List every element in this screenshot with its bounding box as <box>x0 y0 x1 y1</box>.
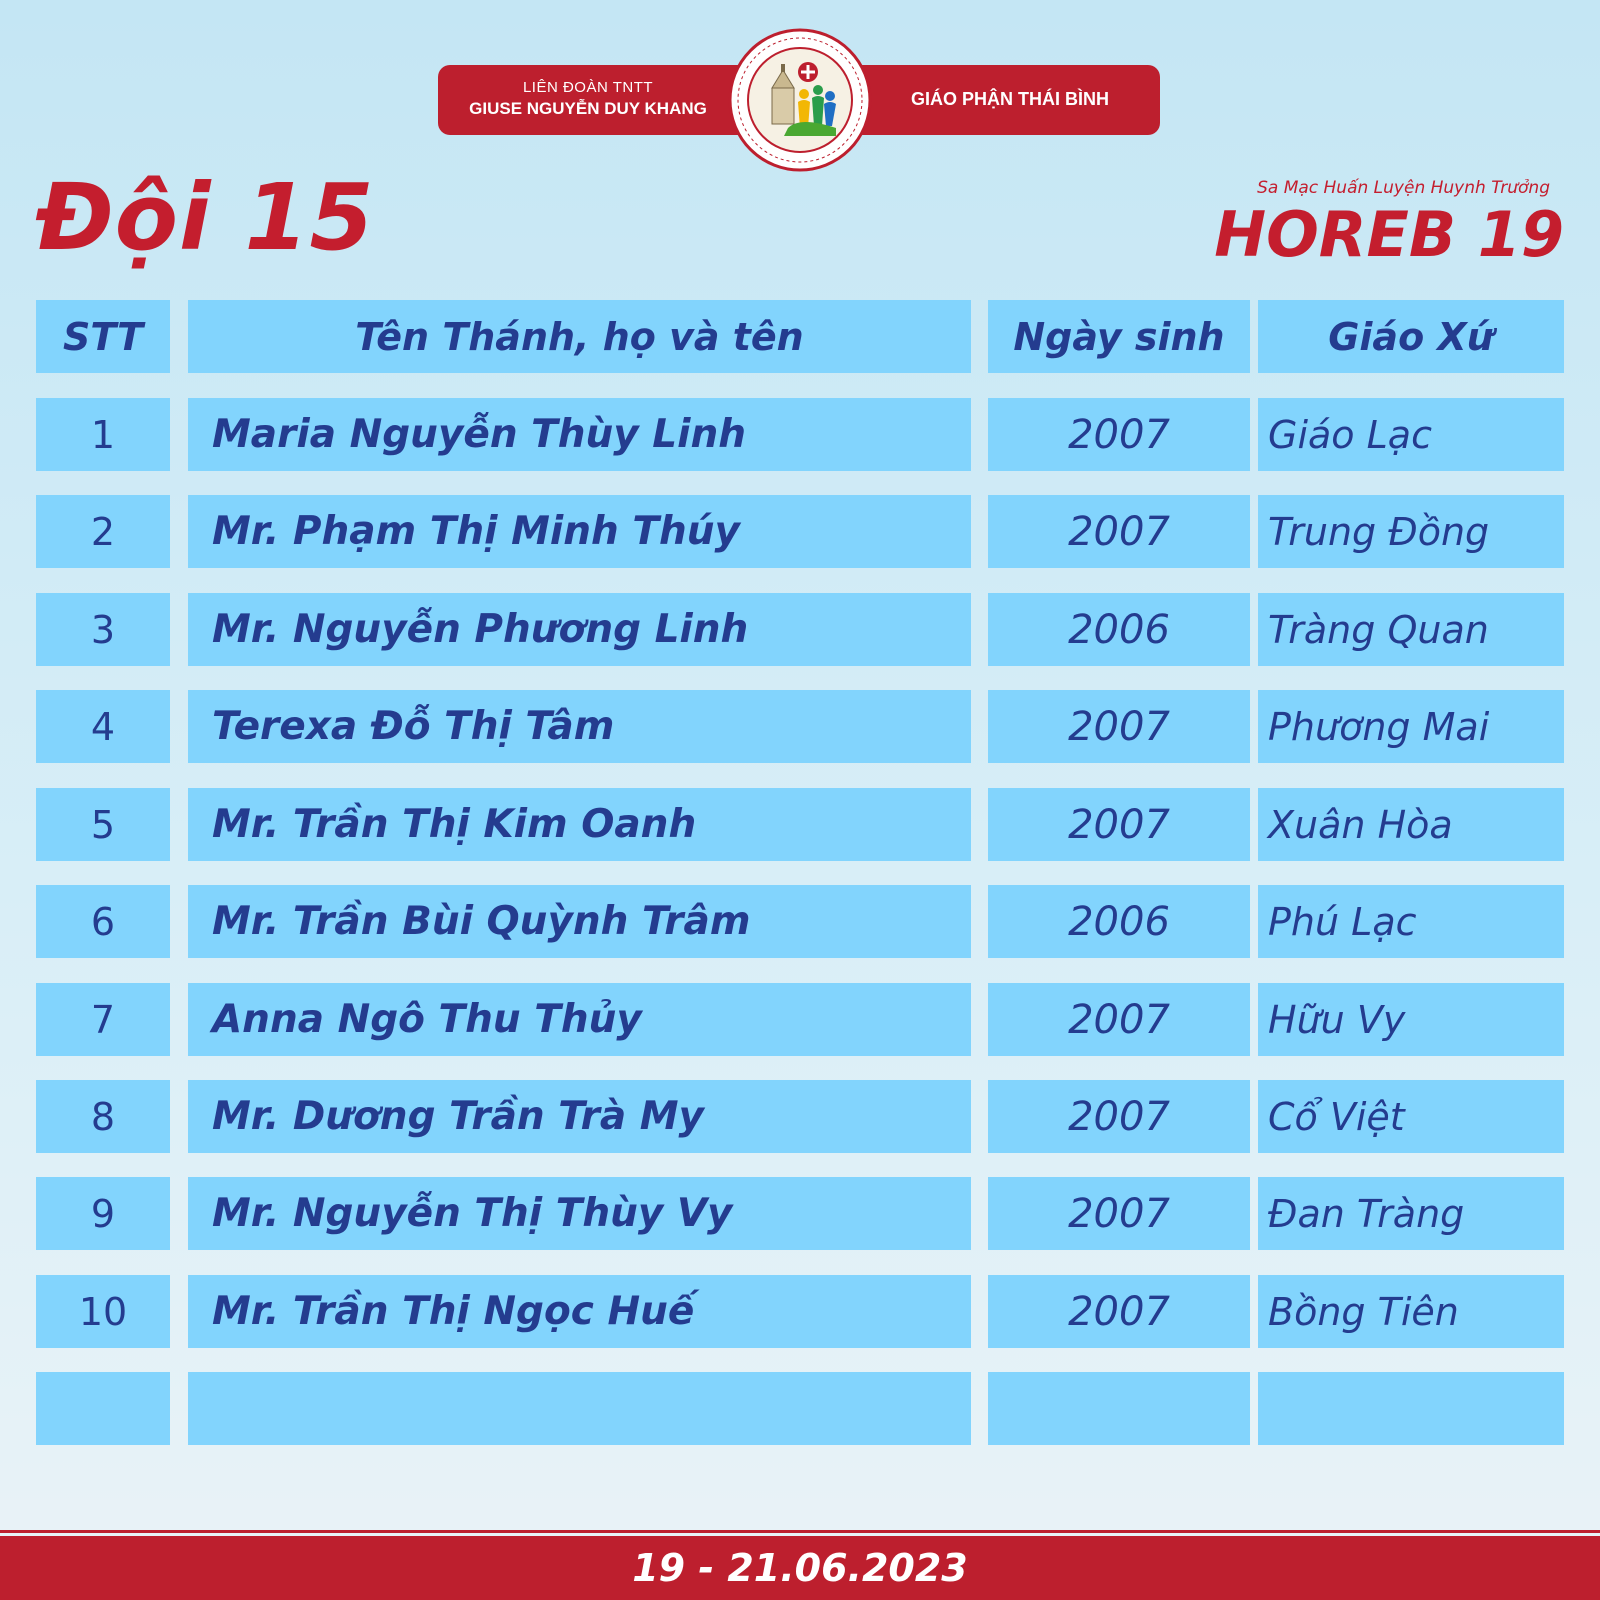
cell-birth-year: 2007 <box>988 983 1250 1056</box>
cell-parish: Cổ Việt <box>1258 1080 1564 1153</box>
cell-stt: 2 <box>36 495 170 568</box>
cell-name: Mr. Nguyễn Phương Linh <box>188 593 971 666</box>
camp-title: HOREB 19 <box>1214 198 1564 271</box>
team-title: Đội 15 <box>36 164 375 271</box>
cell-name: Terexa Đỗ Thị Tâm <box>188 690 971 763</box>
cell-parish: Xuân Hòa <box>1258 788 1564 861</box>
cell-parish: Đan Tràng <box>1258 1177 1564 1250</box>
diocese-name: GIÁO PHẬN THÁI BÌNH <box>911 89 1109 109</box>
cell-stt: 1 <box>36 398 170 471</box>
cell-parish <box>1258 1372 1564 1445</box>
cell-parish: Trung Đồng <box>1258 495 1564 568</box>
cell-parish: Hữu Vy <box>1258 983 1564 1056</box>
cell-name: Anna Ngô Thu Thủy <box>188 983 971 1056</box>
cell-name: Mr. Dương Trần Trà My <box>188 1080 971 1153</box>
column-header-birth-year: Ngày sinh <box>988 300 1250 373</box>
cell-birth-year: 2007 <box>988 1275 1250 1348</box>
cell-birth-year: 2006 <box>988 885 1250 958</box>
cell-stt: 6 <box>36 885 170 958</box>
org-name <box>458 78 718 120</box>
cell-birth-year: 2007 <box>988 495 1250 568</box>
cell-birth-year: 2007 <box>988 398 1250 471</box>
cell-name: Mr. Phạm Thị Minh Thúy <box>188 495 971 568</box>
cell-stt: 3 <box>36 593 170 666</box>
column-header-name: Tên Thánh, họ và tên <box>188 300 971 373</box>
org-line-2: GIUSE NGUYỄN DUY KHANG <box>469 99 707 118</box>
cell-name: Mr. Trần Bùi Quỳnh Trâm <box>188 885 971 958</box>
cell-stt: 4 <box>36 690 170 763</box>
cell-name: Maria Nguyễn Thùy Linh <box>188 398 971 471</box>
cell-stt: 9 <box>36 1177 170 1250</box>
diocese-emblem-icon <box>728 28 872 172</box>
cell-stt: 7 <box>36 983 170 1056</box>
cell-birth-year: 2007 <box>988 1177 1250 1250</box>
cell-name: Mr. Trần Thị Ngọc Huế <box>188 1275 971 1348</box>
cell-birth-year <box>988 1372 1250 1445</box>
cell-stt: 10 <box>36 1275 170 1348</box>
cell-name: Mr. Nguyễn Thị Thùy Vy <box>188 1177 971 1250</box>
cell-parish: Phương Mai <box>1258 690 1564 763</box>
cell-birth-year: 2007 <box>988 690 1250 763</box>
cell-stt <box>36 1372 170 1445</box>
cell-birth-year: 2006 <box>988 593 1250 666</box>
cell-birth-year: 2007 <box>988 788 1250 861</box>
cell-stt: 5 <box>36 788 170 861</box>
column-header-parish: Giáo Xứ <box>1258 300 1564 373</box>
event-dates: 19 - 21.06.2023 <box>632 1546 968 1590</box>
camp-subtitle: Sa Mạc Huấn Luyện Huynh Trưởng <box>1257 178 1550 198</box>
cell-name: Mr. Trần Thị Kim Oanh <box>188 788 971 861</box>
cell-parish: Tràng Quan <box>1258 593 1564 666</box>
cell-parish: Phú Lạc <box>1258 885 1564 958</box>
cell-stt: 8 <box>36 1080 170 1153</box>
footer-bar <box>0 1536 1600 1600</box>
cell-birth-year: 2007 <box>988 1080 1250 1153</box>
cell-parish: Bồng Tiên <box>1258 1275 1564 1348</box>
column-header-stt: STT <box>36 300 170 373</box>
cell-parish: Giáo Lạc <box>1258 398 1564 471</box>
footer-divider <box>0 1530 1600 1533</box>
cell-name <box>188 1372 971 1445</box>
org-line-1: LIÊN ĐOÀN TNTT <box>522 79 654 96</box>
